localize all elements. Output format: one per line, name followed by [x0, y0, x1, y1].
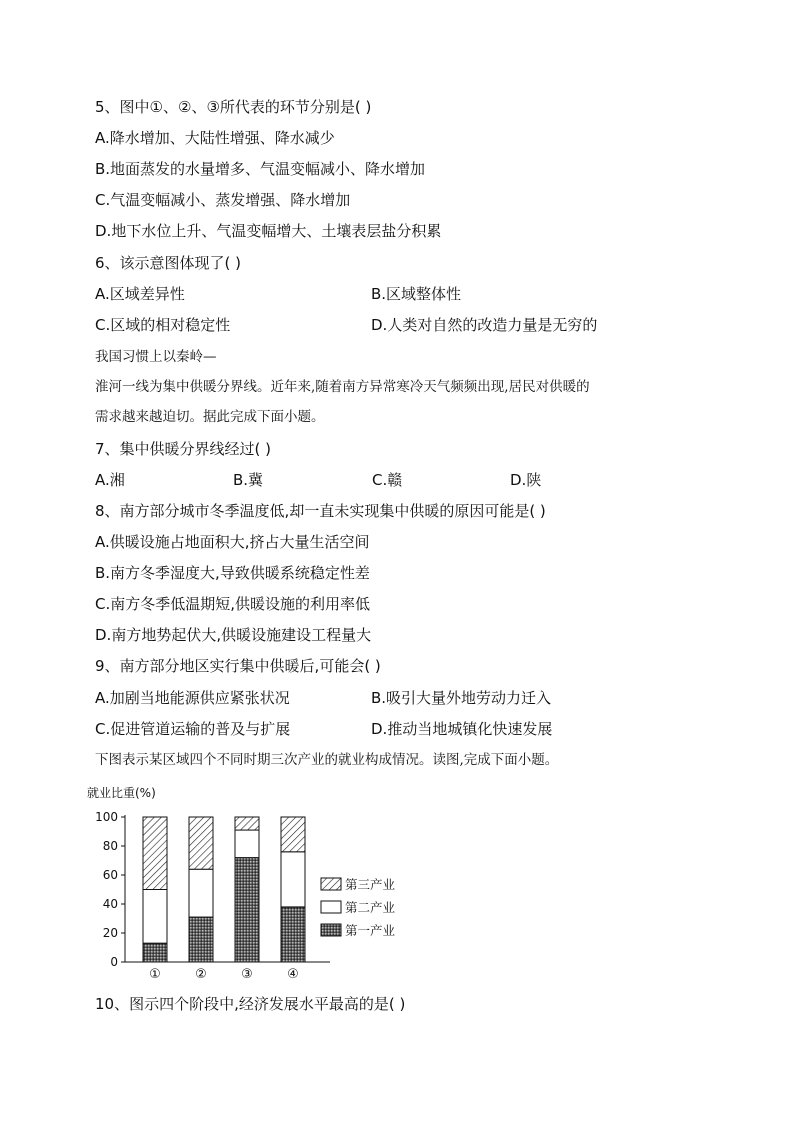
q7-option-a: A.湘: [95, 471, 125, 489]
legend-label: 第一产业: [345, 923, 396, 938]
legend-label: 第二产业: [345, 900, 396, 915]
q8-option-a: A.供暖设施占地面积大,挤占大量生活空间: [95, 533, 370, 551]
x-tick-label: ①: [149, 967, 161, 982]
legend-label: 第三产业: [345, 877, 396, 892]
q9-option-d: D.推动当地城镇化快速发展: [371, 720, 553, 738]
x-tick-label: ③: [241, 967, 253, 982]
employment-stacked-bar-chart: [85, 780, 425, 990]
y-axis-label: 就业比重(%): [87, 786, 156, 800]
q10-stem: 10、图示四个阶段中,经济发展水平最高的是( ): [95, 995, 406, 1013]
bar-segment: [281, 852, 305, 907]
bar-segment: [281, 817, 305, 852]
q5-option-c: C.气温变幅减小、蒸发增强、降水增加: [95, 191, 351, 209]
y-tick-label: 0: [110, 955, 118, 969]
q9-option-c: C.促进管道运输的普及与扩展: [95, 720, 291, 738]
bar-segment: [189, 817, 213, 869]
bar-segment: [189, 869, 213, 917]
y-tick-label: 60: [102, 868, 118, 882]
q5-stem: 5、图中①、②、③所代表的环节分别是( ): [95, 98, 372, 116]
passage1-line1: 我国习惯上以秦岭—: [95, 349, 217, 365]
y-tick-label: 80: [102, 839, 118, 853]
q7-stem: 7、集中供暖分界线经过( ): [95, 440, 272, 458]
legend: [321, 877, 396, 938]
passage2: 下图表示某区域四个不同时期三次产业的就业构成情况。读图,完成下面小题。: [95, 752, 559, 768]
q6-option-d: D.人类对自然的改造力量是无穷的: [371, 316, 598, 334]
q7-option-b: B.冀: [233, 471, 264, 489]
q9-option-a: A.加剧当地能源供应紧张状况: [95, 689, 290, 707]
bar-segment: [143, 890, 167, 944]
bar-segment: [235, 830, 259, 858]
q5-option-a: A.降水增加、大陆性增强、降水减少: [95, 129, 335, 147]
y-tick-label: 40: [102, 897, 118, 911]
q6-stem: 6、该示意图体现了( ): [95, 254, 242, 272]
legend-swatch: [321, 924, 341, 936]
q8-option-d: D.南方地势起伏大,供暖设施建设工程量大: [95, 626, 372, 644]
legend-swatch: [321, 901, 341, 913]
q5-option-b: B.地面蒸发的水量增多、气温变幅减小、降水增加: [95, 160, 426, 178]
y-tick-label: 20: [102, 926, 118, 940]
q8-stem: 8、南方部分城市冬季温度低,却一直未实现集中供暖的原因可能是( ): [95, 502, 546, 520]
q7-option-c: C.赣: [372, 471, 403, 489]
bar-segment: [143, 817, 167, 890]
bars: [143, 817, 305, 962]
passage1-line3: 需求越来越迫切。据此完成下面小题。: [95, 409, 325, 425]
q8-option-c: C.南方冬季低温期短,供暖设施的利用率低: [95, 595, 371, 613]
passage1-line2: 淮河一线为集中供暖分界线。近年来,随着南方异常寒冷天气频频出现,居民对供暖的: [95, 379, 590, 395]
bar-segment: [235, 817, 259, 830]
x-axis: [125, 962, 330, 982]
bar-segment: [143, 943, 167, 962]
q6-option-b: B.区域整体性: [371, 285, 462, 303]
y-axis: [95, 810, 125, 969]
q7-option-d: D.陕: [510, 471, 542, 489]
bar-segment: [281, 907, 305, 962]
x-tick-label: ④: [287, 967, 299, 982]
q5-option-d: D.地下水位上升、气温变幅增大、土壤表层盐分积累: [95, 222, 442, 240]
q9-stem: 9、南方部分地区实行集中供暖后,可能会( ): [95, 657, 381, 675]
q9-option-b: B.吸引大量外地劳动力迁入: [371, 689, 552, 707]
q6-option-a: A.区域差异性: [95, 285, 185, 303]
q8-option-b: B.南方冬季湿度大,导致供暖系统稳定性差: [95, 564, 370, 582]
bar-segment: [235, 858, 259, 962]
bar-segment: [189, 917, 213, 962]
q6-option-c: C.区域的相对稳定性: [95, 316, 231, 334]
x-tick-label: ②: [195, 967, 207, 982]
legend-swatch: [321, 878, 341, 890]
y-tick-label: 100: [95, 810, 118, 824]
